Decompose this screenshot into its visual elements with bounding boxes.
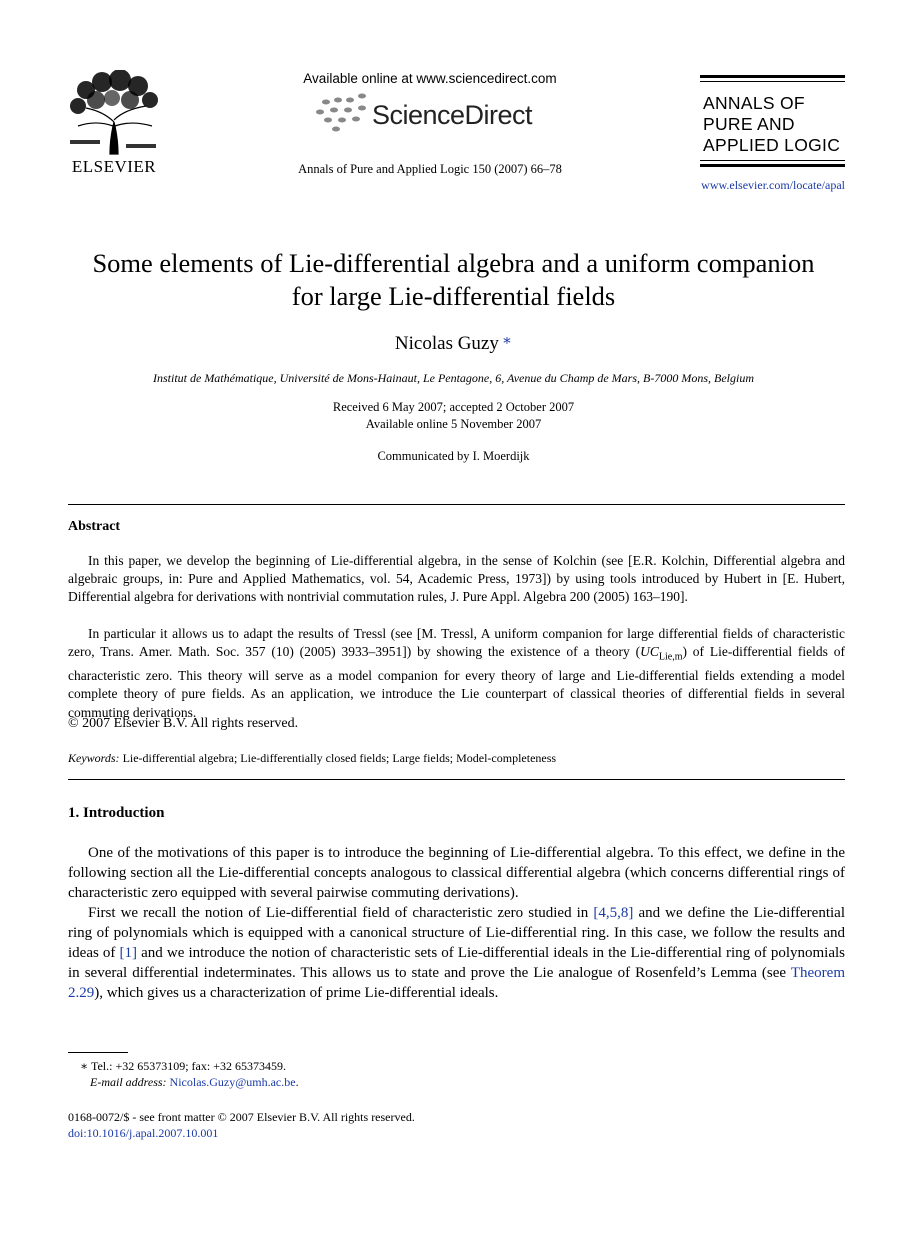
intro-paragraph	[68, 903, 845, 1003]
copyright-notice: © 2007 Elsevier B.V. All rights reserved.	[68, 716, 299, 731]
footnote-contact	[80, 1059, 286, 1074]
math-sub: Lie,m	[658, 651, 683, 663]
communicated-by: Communicated by I. Moerdijk	[377, 449, 530, 463]
issn-line: 0168-0072/$ - see front matter © 2007 Elsevier B.V. All rights reserved.	[68, 1110, 415, 1124]
journal-name-line: PURE AND	[703, 114, 795, 134]
dates	[0, 399, 907, 433]
footnote-mark: ∗	[80, 1059, 89, 1073]
keywords-label: Keywords:	[68, 751, 120, 765]
title-line: Some elements of Lie-differential algebra and a uniform companion	[92, 248, 815, 278]
intro-p2-text: and we introduce the notion of characteristic sets of Lie-differential ideals in the Lie-differential ring of polynomials in several differential indeterminates. This allows us to state and prove the Lie analogue of Rosenfeld’s Lemma (see	[68, 945, 845, 981]
citation-link[interactable]: [4,5,8]	[593, 905, 634, 921]
journal-name-line: ANNALS OF	[703, 93, 805, 113]
available-online-text: Available online at www.sciencedirect.com	[303, 71, 557, 86]
journal-citation: Annals of Pure and Applied Logic 150 (2007) 66–78	[298, 162, 562, 176]
journal-name	[703, 93, 840, 156]
journal-rule	[700, 164, 845, 167]
intro-paragraph	[68, 843, 845, 903]
keywords-list: Lie-differential algebra; Lie-differentially closed fields; Large fields; Model-completeness	[122, 751, 557, 765]
title-line: for large Lie-differential fields	[291, 281, 616, 311]
divider	[68, 504, 845, 505]
journal-rule	[700, 81, 845, 82]
available-date: Available online 5 November 2007	[365, 417, 542, 431]
author-name: Nicolas Guzy	[394, 333, 499, 354]
received-date: Received 6 May 2007; accepted 2 October 2007	[332, 400, 575, 414]
author-footnote-link[interactable]: ∗	[501, 333, 513, 349]
journal-rule	[700, 75, 845, 78]
footnote-email: E-mail address: Nicolas.Guzy@umh.ac.be.	[90, 1075, 299, 1089]
abstract-paragraph	[68, 625, 845, 722]
footnote-rule	[68, 1052, 128, 1053]
keywords	[68, 751, 556, 766]
abstract-p2-text: In particular it allows us to adapt the results of Tressl (see [M. Tressl, A uniform companion for large differential fields of characteristic zero, Trans. Amer. Math. Soc. 357 (10) (2005) 3933–3951]) by showing the existence of a theory (	[68, 626, 845, 660]
theorem-link[interactable]: Theorem 2.29	[68, 965, 845, 1001]
abstract-p1-text: In this paper, we develop the beginning of Lie-differential algebra, in the sense of Kolchin (see [E.R. Kolchin, Differential algebra and algebraic groups, in: Pure and Applied Mathematics, vol. 54, Academic Press, 1973]) by using tools introduced by Hubert in [E. Hubert, Differential algebra for derivations with nontrivial commutation rules, J. Pure Appl. Algebra 200 (2005) 163–190].	[68, 553, 845, 605]
abstract-paragraph	[68, 552, 845, 607]
intro-p2-text: and we define the Lie-differential ring of polynomials which is equipped with a canonical structure of Lie-differential ring. In this case, we follow the results and ideas of	[68, 905, 845, 961]
publisher-name: ELSEVIER	[71, 157, 157, 176]
intro-p2-text: First we recall the notion of Lie-differential field of characteristic zero studied in	[88, 905, 594, 921]
intro-p2-text: ), which gives us a characterization of prime Lie-differential ideals.	[94, 985, 499, 1001]
journal-rule	[700, 160, 845, 161]
math-uc: UC	[640, 644, 659, 660]
email-link[interactable]: Nicolas.Guzy@umh.ac.be	[169, 1075, 296, 1089]
section-heading: 1. Introduction	[68, 805, 165, 821]
divider	[68, 779, 845, 780]
footnote-phone: Tel.: +32 65373109; fax: +32 65373459.	[90, 1059, 286, 1073]
sciencedirect-wordmark: ScienceDirect	[372, 100, 533, 130]
author-line	[0, 331, 907, 355]
citation-link[interactable]: [1]	[119, 945, 138, 961]
journal-name-line: APPLIED LOGIC	[703, 135, 841, 155]
intro-p1-text: One of the motivations of this paper is to introduce the beginning of Lie-differential algebra. To this effect, we define in the following section all the Lie-differential concepts analogous to classical differential algebra (which concerns differential rings of characteristic zero equipped with several pairwise commuting derivations).	[68, 845, 845, 901]
affiliation: Institut de Mathématique, Université de Mons-Hainaut, Le Pentagone, 6, Avenue du Champ de Mars, B-7000 Mons, Belgium	[152, 371, 754, 385]
email-label: E-mail address:	[90, 1075, 167, 1089]
paper-title	[40, 247, 867, 313]
journal-url-link[interactable]: www.elsevier.com/locate/apal	[701, 178, 845, 192]
abstract-heading: Abstract	[68, 519, 121, 534]
doi-link[interactable]: doi:10.1016/j.apal.2007.10.001	[68, 1126, 219, 1140]
abstract-p2-text: ) of Lie-differential fields of characteristic zero. This theory will serve as a model companion for every theory of large and Lie-differential fields extending a model complete theory of pure fields. As an application, we introduce the Lie counterpart of classical theories of differential fields in several commuting derivations.	[68, 644, 845, 720]
